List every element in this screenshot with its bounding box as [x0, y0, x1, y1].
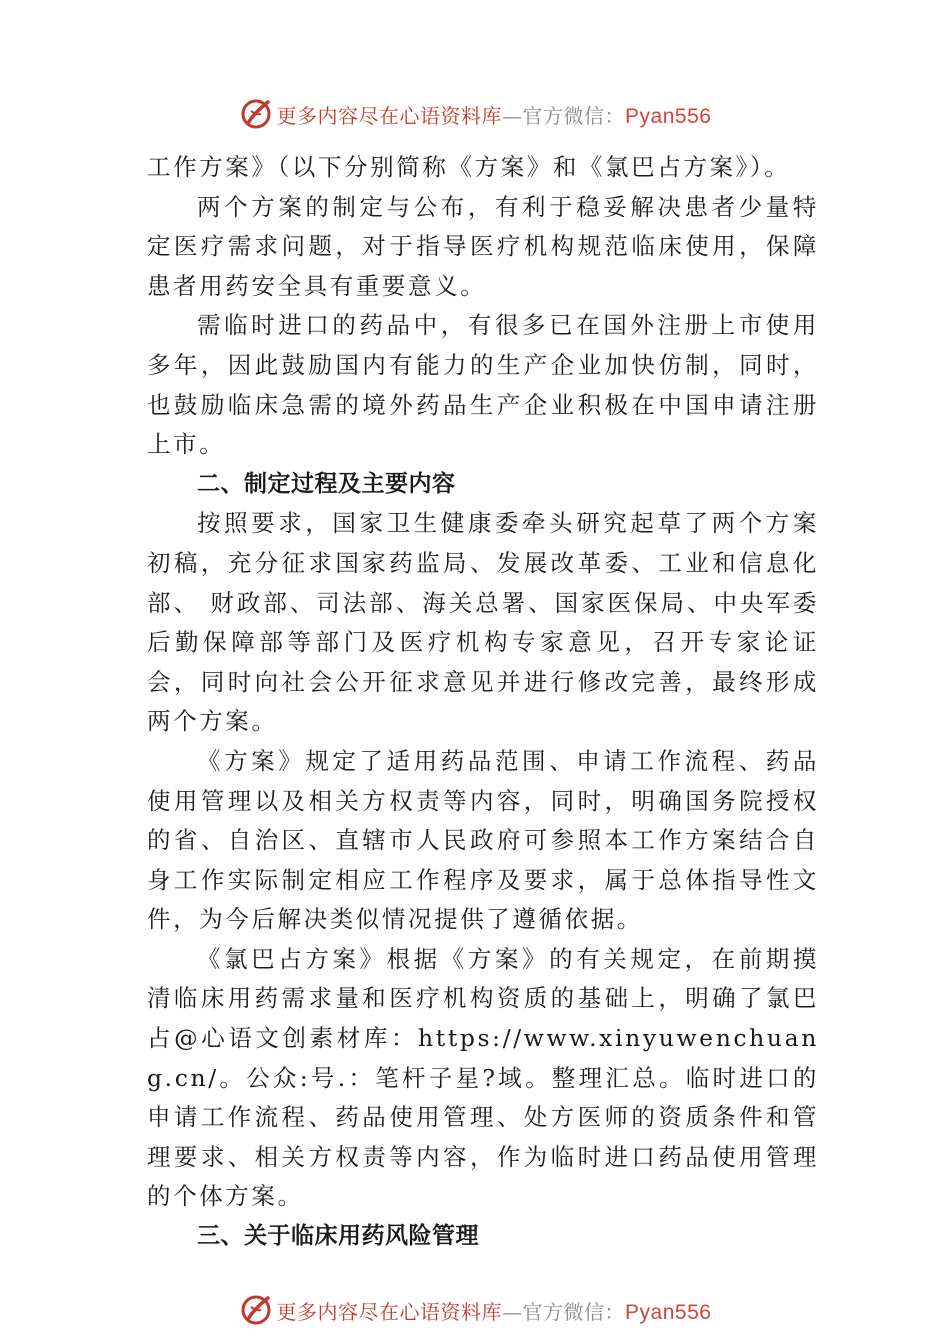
watermark-account: Pyan556 — [625, 1300, 712, 1324]
watermark-label: 官方微信： — [522, 1299, 626, 1324]
header-watermark — [0, 94, 950, 134]
watermark-text — [277, 1296, 712, 1325]
section-heading-2: 二、制定过程及主要内容 — [197, 470, 456, 497]
watermark-label: 官方微信： — [522, 103, 626, 128]
watermark-text — [277, 100, 712, 129]
watermark-title: 更多内容尽在心语资料库 — [276, 1299, 503, 1324]
watermark-title: 更多内容尽在心语资料库 — [276, 103, 503, 128]
watermark-separator: — — [502, 1299, 523, 1324]
brush-seal-icon — [239, 1293, 273, 1327]
paragraph-continuation: 工作方案》（以下分别简称《方案》和《氯巴占方案》）。 — [147, 153, 791, 181]
paragraph-significance: 两个方案的制定与公布，有利于稳妥解决患者少量特定医疗需求问题，对于指导医疗机构规范临床使用，保障患者用药安全具有重要意义。 — [147, 192, 819, 300]
brush-seal-icon — [239, 97, 273, 131]
watermark-account: Pyan556 — [625, 104, 712, 128]
watermark-separator: — — [502, 103, 523, 128]
paragraph-drafting-process: 按照要求，国家卫生健康委牵头研究起草了两个方案初稿，充分征求国家药监局、发展改革委、工业和信息化部、 财政部、司法部、海关总署、国家医保局、中央军委后勤保障部等部门及医疗机构专家意见，召开专家论证会，同时向社会公开征求意见并进行修改完善，最终形成两个方案。 — [147, 509, 819, 736]
paragraph-imports: 需临时进口的药品中，有很多已在国外注册上市使用多年，因此鼓励国内有能力的生产企业加快仿制，同时，也鼓励临床急需的境外药品生产企业积极在中国申请注册上市。 — [147, 311, 819, 459]
footer-watermark — [0, 1290, 950, 1330]
paragraph-clobazam-plan: 《氯巴占方案》根据《方案》的有关规定，在前期摸清临床用药需求量和医疗机构资质的基础上，明确了氯巴占@心语文创素材库：https://www.xinyuwenchuang.cn/。公众:号.：笔杆子星?域。整理汇总。临时进口的申请工作流程、药品使用管理、处方医师的资质条件和管理要求、相关方权责等内容，作为临时进口药品使用管理的个体方案。 — [147, 944, 819, 1211]
paragraph-plan-scope: 《方案》规定了适用药品范围、申请工作流程、药品使用管理以及相关方权责等内容，同时，明确国务院授权的省、自治区、直辖市人民政府可参照本工作方案结合自身工作实际制定相应工作程序及要求，属于总体指导性文件，为今后解决类似情况提供了遵循依据。 — [147, 746, 819, 934]
section-heading-3: 三、关于临床用药风险管理 — [197, 1223, 479, 1250]
document-body — [147, 148, 819, 1257]
